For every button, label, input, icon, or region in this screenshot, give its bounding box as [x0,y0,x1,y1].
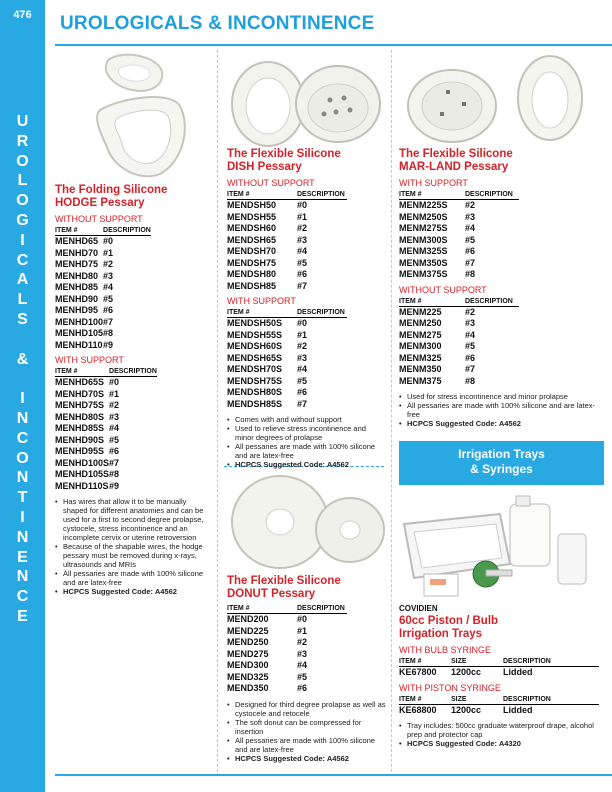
table-cell: 1200cc [451,667,482,677]
table-cell: 1200cc [451,704,482,715]
table-cell: MENHD70S [55,388,105,399]
col-item-header: ITEM # [55,227,103,236]
table-row [227,637,347,649]
marland-without-table [399,298,519,388]
sidebar-letter: E [17,548,28,566]
table-cell: MENDSH55S [227,329,283,340]
table-row [227,614,347,626]
table-cell: #4 [465,223,476,233]
table-cell: MENM325S [399,246,448,256]
note-item: • All pessaries are made with 100% silicone and are latex-free [55,569,210,587]
table-cell: MENM350 [399,364,442,374]
note-item: • Tray includes: 500cc graduate waterproof drape, alcohol prep and protector cap [399,721,604,739]
sidebar-letter: N [16,409,29,427]
sidebar-letter: T [17,489,28,507]
sidebar-letter: E [17,607,28,625]
table-row [399,364,519,376]
table-row [227,212,347,224]
note-item: • The soft donut can be compressed for insertion [227,718,387,736]
table-cell: MEND300 [227,660,269,670]
table-row [55,317,151,329]
table-cell: MENM375 [399,375,442,386]
table-cell: #0 [297,200,308,210]
table-cell: MEND200 [227,614,269,624]
marland-title-line1: The Flexible Silicone [399,148,513,160]
table-cell: #5 [465,234,476,245]
table-cell: MENM275 [399,329,442,340]
table-cell: #0 [297,614,308,624]
piston-syringe-table [399,696,599,717]
table-cell: #3 [297,352,308,363]
sidebar-letter: N [16,528,29,546]
column-divider [217,50,218,772]
table-cell: MENHD90S [55,434,105,445]
sidebar-vertical-title [0,112,45,627]
table-row [55,412,157,424]
table-cell: MENDSH80 [227,269,277,279]
table-cell: #8 [103,328,114,338]
page-title: UROLOGICALS & INCONTINENCE [60,13,375,34]
table-cell: MENHD85 [55,282,99,292]
table-row [399,258,519,270]
table-row [399,235,519,247]
note-item: • All pessaries are made with 100% silicone and are latex-free [227,736,387,754]
table-cell: #3 [109,411,120,422]
table-row [399,353,519,365]
table-row [55,469,157,481]
table-cell: #9 [103,339,114,350]
table-row [227,281,347,293]
table-cell: MENHD105 [55,328,104,338]
note-item: • Because of the shapable wires, the hodge pessary must be removed during x-rays, ultrasounds and MRIs [55,542,210,569]
table-row [55,248,151,260]
table-cell: MENDSH50 [227,200,277,210]
note-item: • All pessaries are made with 100% silicone and are latex-free [399,401,604,419]
table-cell: #9 [109,480,120,491]
table-row [55,423,157,435]
table-row [399,306,519,318]
table-cell: MENHD70 [55,247,99,258]
table-row [227,235,347,247]
sidebar-letter: A [16,271,29,289]
table-cell: MENHD100 [55,316,104,327]
sidebar-letter: N [16,568,29,586]
hodge-section [55,184,210,596]
table-cell: MENDSH80S [227,387,283,397]
table-cell: Lidded [503,704,533,715]
table-cell: #2 [103,259,114,269]
table-row [399,318,519,330]
table-cell: MENM275S [399,223,448,233]
col-desc-header: DESCRIPTION [503,696,599,705]
table-row [55,340,151,352]
page-number: 476 [0,0,45,44]
table-cell: #3 [465,318,476,328]
table-cell: MENHD65 [55,236,99,246]
dish-with-table [227,309,347,410]
table-cell: MENDSH75 [227,257,277,268]
table-cell: #0 [297,318,308,328]
table-row [227,683,347,695]
table-cell: MENDSH85S [227,398,283,409]
table-row [55,328,151,340]
donut-section [227,575,387,763]
table-cell: #3 [103,270,114,281]
table-row [227,330,347,342]
table-cell: #5 [297,671,308,682]
note-item: • Comes with and without support [227,415,385,424]
table-cell: MEND250 [227,637,269,647]
marland-with-label: WITH SUPPORT [399,178,468,188]
col-size-header: SIZE [451,696,503,705]
table-row [399,223,519,235]
sidebar-letter: U [16,113,29,130]
col-desc-header: DESCRIPTION [109,368,157,375]
sidebar-letter: S [17,310,28,328]
bottom-rule [55,774,612,776]
table-cell: #3 [297,648,308,659]
table-row [399,376,519,388]
table-row [55,481,157,493]
table-cell: #2 [297,341,308,351]
table-cell: MENDSH70 [227,246,277,256]
table-row [227,353,347,365]
table-row [55,389,157,401]
table-row [227,649,347,661]
note-item: • Used for stress incontinence and minor prolapse [399,392,604,401]
table-cell: MENM225 [399,306,442,317]
table-cell: #6 [465,246,476,256]
table-cell: MEND350 [227,683,269,693]
table-row [227,246,347,258]
table-row [399,269,519,281]
table-cell: MENHD110S [55,480,109,491]
table-row [227,223,347,235]
table-cell: MENDSH75S [227,375,283,386]
col-item-header: ITEM # [399,298,465,307]
table-cell: MENHD75 [55,259,99,269]
table-cell: #7 [297,398,308,409]
col-item-header: ITEM # [399,658,451,667]
table-cell: #5 [297,257,308,268]
table-row [227,626,347,638]
table-cell: MENHD85S [55,423,105,433]
sidebar-letter [0,369,45,389]
irrigation-section [399,604,604,748]
table-cell: MENDSH60S [227,341,283,351]
hodge-without-table [55,227,151,351]
table-row [55,271,151,283]
table-row [55,294,151,306]
table-row [55,282,151,294]
table-row [227,376,347,388]
note-item: • Designed for third degree prolapse as well as cystocele and retocele [227,700,387,718]
table-cell: MENM250 [399,318,442,328]
sidebar-letter: L [17,291,28,309]
dish-without-label: WITHOUT SUPPORT [227,178,315,188]
col-desc-header: DESCRIPTION [503,658,599,667]
hodge-with-table [55,368,157,492]
table-cell: #5 [109,434,120,445]
note-item: • HCPCS Suggested Code: A4320 [399,739,604,748]
irrigation-banner [399,441,604,485]
table-row [55,236,151,248]
table-cell: MENDSH65 [227,234,277,245]
note-item: • All pessaries are made with 100% silicone and are latex-free [227,442,385,460]
sidebar-letter: & [16,350,29,368]
table-cell: #3 [297,234,308,245]
table-cell: MENHD100S [55,457,110,468]
col-desc-header: DESCRIPTION [465,191,519,200]
bulb-syringe-table [399,658,599,679]
table-cell: MENHD95 [55,305,99,315]
table-row [227,672,347,684]
table-cell: #1 [103,247,114,258]
banner-line1: Irrigation Trays [458,447,545,461]
hodge-with-label: WITH SUPPORT [55,355,124,365]
col-desc-header: DESCRIPTION [103,227,151,234]
hodge-notes [55,497,210,596]
table-row [399,667,599,679]
sidebar-letter: C [16,429,29,447]
marland-notes [399,392,604,428]
col-item-header: ITEM # [227,309,297,318]
table-cell: #4 [297,660,308,670]
sidebar-letter: O [16,152,29,170]
table-cell: MENM250S [399,211,448,222]
table-cell: #7 [103,316,114,327]
table-row [399,212,519,224]
col-item-header: ITEM # [399,696,451,705]
table-cell: MENDSH85 [227,280,277,291]
marland-with-table [399,191,519,281]
note-item: • HCPCS Suggested Code: A4562 [227,460,385,469]
dish-with-label: WITH SUPPORT [227,296,296,306]
col-item-header: ITEM # [227,605,297,614]
donut-title-line2: DONUT Pessary [227,588,316,600]
dish-pessary-image [226,52,386,147]
note-item: • HCPCS Suggested Code: A4562 [399,419,604,428]
sidebar-letter: N [16,469,29,487]
sidebar-letter: I [20,508,25,526]
table-row [399,341,519,353]
table-cell: MENM225S [399,200,448,210]
table-row [227,269,347,281]
table-cell: #0 [103,236,114,246]
table-cell: MENDSH65S [227,352,283,363]
table-cell: KE67800 [399,667,437,677]
column-divider [391,50,392,772]
table-cell: MENHD105S [55,469,110,479]
table-cell: MENM375S [399,269,448,279]
table-cell: #7 [297,280,308,291]
irrigation-notes [399,721,604,748]
table-cell: #2 [109,400,120,410]
table-row [227,399,347,411]
table-row [55,259,151,271]
table-row [55,458,157,470]
table-row [55,305,151,317]
table-cell: #2 [297,223,308,233]
table-cell: #4 [109,423,120,433]
col-desc-header: DESCRIPTION [297,191,347,200]
table-cell: MENM300S [399,234,448,245]
table-cell: MENHD80S [55,411,105,422]
table-row [399,246,519,258]
table-cell: #6 [465,352,476,363]
sidebar-letter: C [16,588,29,606]
table-cell: #1 [297,329,308,340]
table-cell: MENM300 [399,341,442,351]
marland-pessary-image [400,52,600,147]
table-cell: MENDSH60 [227,223,277,233]
donut-notes [227,700,387,763]
table-cell: #7 [109,457,120,468]
banner-line2: & Syringes [470,462,533,476]
table-row [227,258,347,270]
dish-title-line2: DISH Pessary [227,161,302,173]
hodge-without-label: WITHOUT SUPPORT [55,214,143,224]
dish-notes [227,415,385,469]
col-item-header: ITEM # [227,191,297,200]
table-cell: #6 [297,387,308,397]
table-cell: #6 [297,269,308,279]
table-cell: MENHD95S [55,446,105,456]
note-item: • HCPCS Suggested Code: A4562 [55,587,210,596]
table-cell: #8 [465,269,476,279]
marland-title-line2: MAR-LAND Pessary [399,161,509,173]
table-row [227,660,347,672]
table-row [399,704,599,716]
hodge-title-line1: The Folding Silicone [55,184,168,196]
table-cell: #4 [297,364,308,374]
table-cell: #6 [103,305,114,315]
donut-table [227,605,347,695]
note-item: • HCPCS Suggested Code: A4562 [227,754,387,763]
col-desc-header: DESCRIPTION [465,298,519,307]
table-cell: MEND275 [227,648,269,659]
sidebar-letter: O [16,449,29,467]
table-row [55,446,157,458]
dish-title-line1: The Flexible Silicone [227,148,341,160]
table-row [399,330,519,342]
donut-title-line1: The Flexible Silicone [227,575,341,587]
table-row [399,200,519,212]
irrigation-title-line1: 60cc Piston / Bulb [399,615,499,627]
donut-pessary-image [228,472,388,572]
table-row [227,341,347,353]
table-cell: #7 [465,257,476,268]
table-cell: #5 [465,341,476,351]
table-cell: #8 [465,375,476,386]
sidebar-letter: L [17,172,28,190]
table-row [227,364,347,376]
hodge-pessary-image [80,50,210,180]
bulb-syringe-label: WITH BULB SYRINGE [399,645,492,655]
table-cell: MENDSH55 [227,211,277,222]
table-cell: KE68800 [399,704,437,715]
table-row [55,435,157,447]
sidebar-letter: R [16,132,29,150]
table-cell: #2 [297,637,308,647]
col-item-header: ITEM # [399,191,465,200]
table-cell: #5 [103,293,114,304]
dish-without-table [227,191,347,292]
piston-syringe-label: WITH PISTON SYRINGE [399,682,501,693]
table-cell: MENHD75S [55,400,105,410]
table-cell: #8 [109,469,120,479]
table-cell: MENHD90 [55,293,99,304]
table-cell: #4 [465,329,476,340]
sidebar-letter: I [20,231,25,249]
table-cell: MEND225 [227,625,269,636]
sidebar-letter: C [16,251,29,269]
irrigation-title-line2: Irrigation Trays [399,628,483,640]
table-cell: #1 [109,388,120,399]
note-item: • Has wires that allow it to be manually shaped for different anatomies and can be used for a first to second degree prolapse, cystocele, stress incontinence and an incomplete cervix or uterine retroversion [55,497,210,542]
table-cell: MENDSH50S [227,318,283,328]
table-cell: #4 [297,246,308,256]
table-cell: #4 [103,282,114,292]
table-cell: #6 [109,446,120,456]
note-item: • Used to relieve stress incontinence and minor degrees of prolapse [227,424,385,442]
table-row [227,318,347,330]
table-cell: #0 [109,377,120,387]
hodge-title-line2: HODGE Pessary [55,197,145,209]
table-cell: #1 [297,625,308,636]
table-cell: MENHD80 [55,270,99,281]
table-cell: #5 [297,375,308,386]
col-size-header: SIZE [451,658,503,667]
table-cell: MENM325 [399,352,442,363]
table-cell: #2 [465,306,476,317]
table-row [55,400,157,412]
irrigation-tray-image [400,494,605,602]
marland-section [399,148,604,428]
table-cell: MEND325 [227,671,269,682]
sidebar-letter: I [20,390,25,408]
table-cell: MENHD110 [55,339,103,350]
marland-without-label: WITHOUT SUPPORT [399,284,487,295]
col-desc-header: DESCRIPTION [297,605,347,614]
table-cell: #1 [297,211,308,222]
table-cell: #7 [465,364,476,374]
table-row [227,200,347,212]
table-cell: #6 [297,683,308,693]
sidebar-letter: G [16,211,29,229]
table-cell: MENHD65S [55,377,105,387]
dish-section [227,148,385,469]
sidebar-letter: O [16,192,29,210]
sidebar-letter [0,330,45,350]
col-desc-header: DESCRIPTION [297,309,347,318]
table-cell: #2 [465,200,476,210]
table-cell: Lidded [503,667,533,677]
col-item-header: ITEM # [55,368,109,377]
table-cell: #3 [465,211,476,222]
title-rule [55,44,612,46]
table-row [55,377,157,389]
table-row [227,387,347,399]
table-cell: MENM350S [399,257,448,268]
brand-name: COVIDIEN [399,604,438,613]
table-cell: MENDSH70S [227,364,283,374]
